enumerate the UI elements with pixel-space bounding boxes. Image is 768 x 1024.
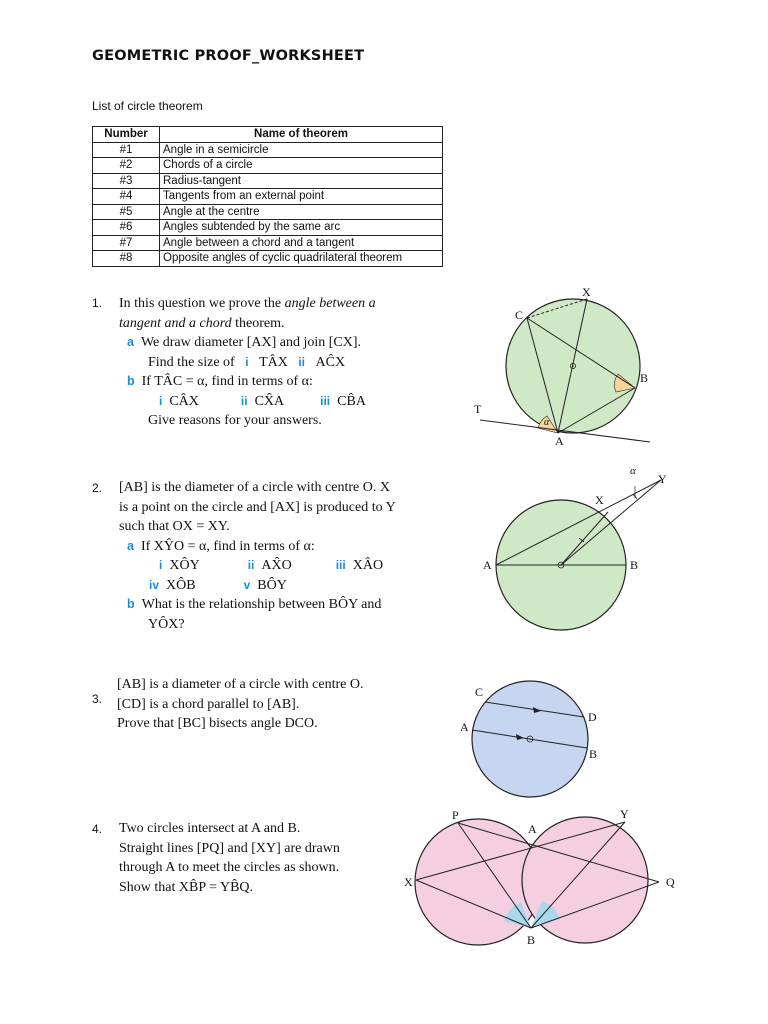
q2-i-label: i xyxy=(159,558,163,572)
table-caption: List of circle theorem xyxy=(92,99,203,113)
q1-reasons: Give reasons for your answers. xyxy=(148,413,322,428)
theorem-name: Angle between a chord and a tangent xyxy=(160,235,443,251)
q2-ii-text: AX̂O xyxy=(261,558,292,573)
q2-label-x: X xyxy=(595,493,604,507)
theorem-number: #3 xyxy=(93,173,160,189)
q1-label-a: A xyxy=(555,434,564,448)
q2-label-y: Y xyxy=(658,472,667,486)
q1-diagram xyxy=(460,282,680,452)
theorem-name: Opposite angles of cyclic quadrilateral theorem xyxy=(160,251,443,267)
table-row xyxy=(93,173,443,189)
theorem-name: Radius-tangent xyxy=(160,173,443,189)
q4-label-a: A xyxy=(528,822,537,836)
q3-line3: Prove that [BC] bisects angle DCO. xyxy=(117,716,318,731)
table-header-row xyxy=(93,127,443,143)
q3-label-d: D xyxy=(588,710,597,724)
q1-part-a-find: Find the size of xyxy=(148,354,235,370)
q2-iv-label: iv xyxy=(149,577,160,592)
q2-centre-dot xyxy=(560,564,562,566)
table-row xyxy=(93,204,443,220)
q2-i-text: XÔY xyxy=(169,558,200,573)
q2-iv-text: XÔB xyxy=(166,577,196,593)
theorem-number: #6 xyxy=(93,220,160,236)
theorem-name: Tangents from an external point xyxy=(160,189,443,205)
q4-label-p: P xyxy=(452,808,459,822)
question-2-text xyxy=(119,478,449,634)
q1-line2-a: tangent and a chord xyxy=(119,315,232,331)
q2-iii-text: XÂO xyxy=(352,558,384,573)
q3-label-a: A xyxy=(460,720,469,734)
q3-line1: [AB] is a diameter of a circle with centre O. xyxy=(117,677,364,692)
q1-b-iii-label: iii xyxy=(320,393,331,408)
q4-label-x: X xyxy=(404,875,413,889)
q1-a-i-label: i xyxy=(245,354,249,369)
theorem-name: Angles subtended by the same arc xyxy=(160,220,443,236)
column-header-number: Number xyxy=(93,127,160,143)
q1-line1-a: In this question we prove the xyxy=(119,296,285,311)
question-4-text xyxy=(119,819,399,897)
q1-line2-b: theorem. xyxy=(231,315,285,331)
q2-part-b-text2: YÔX? xyxy=(148,616,185,632)
q2-part-b-text: What is the relationship between BÔY and xyxy=(141,597,382,612)
q2-iii-label: iii xyxy=(335,558,346,572)
q4-label-b: B xyxy=(527,933,536,947)
table-row xyxy=(93,142,443,158)
theorem-number: #2 xyxy=(93,158,160,174)
q2-ii-label: ii xyxy=(247,558,255,572)
q2-label-b: B xyxy=(630,558,639,572)
question-1-number: 1. xyxy=(92,296,103,310)
q3-centre-dot xyxy=(529,738,531,740)
table-row xyxy=(93,189,443,205)
q1-part-a-text: We draw diameter [AX] and join [CX]. xyxy=(140,335,362,350)
q4-line2: Straight lines [PQ] and [XY] are drawn xyxy=(119,840,340,856)
q1-b-i-text: CÂX xyxy=(169,393,199,409)
q4-line4: Show that XB̂P = YB̂Q. xyxy=(119,879,254,895)
q1-line1-b: angle between a xyxy=(284,296,376,311)
q1-b-iii-text: CB̂A xyxy=(337,393,366,409)
q1-a-ii-label: ii xyxy=(298,354,306,369)
q1-b-ii-label: ii xyxy=(240,393,248,408)
q3-label-c: C xyxy=(475,685,484,699)
theorem-name: Angle in a semicircle xyxy=(160,142,443,158)
q2-label-a: A xyxy=(483,558,492,572)
q4-label-q: Q xyxy=(666,875,675,889)
theorem-name: Angle at the centre xyxy=(160,204,443,220)
theorem-number: #1 xyxy=(93,142,160,158)
q1-a-ii-text: AĈX xyxy=(315,354,346,370)
question-4-number: 4. xyxy=(92,822,103,836)
q2-line3: such that OX = XY. xyxy=(119,519,230,534)
table-row xyxy=(93,220,443,236)
q1-label-c: C xyxy=(515,308,524,322)
q1-part-b-text: If TÂC = α, find in terms of α: xyxy=(141,374,313,389)
q2-v-text: BÔY xyxy=(257,577,287,593)
q2-diagram xyxy=(475,458,690,658)
q1-b-ii-text: CX̂A xyxy=(254,393,285,409)
q1-b-i-label: i xyxy=(159,393,163,408)
q1-centre-dot xyxy=(572,365,574,367)
theorem-table xyxy=(92,126,443,267)
q2-line2: is a point on the circle and [AX] is produced to Y xyxy=(119,499,396,515)
theorem-number: #5 xyxy=(93,204,160,220)
theorem-name: Chords of a circle xyxy=(160,158,443,174)
table-row xyxy=(93,251,443,267)
q2-part-a-text: If XŶO = α, find in terms of α: xyxy=(140,538,315,554)
question-1-text xyxy=(119,294,449,431)
q4-diagram xyxy=(400,805,690,955)
q4-line3: through A to meet the circles as shown. xyxy=(119,860,340,875)
q3-line2: [CD] is a chord parallel to [AB]. xyxy=(117,696,300,712)
column-header-name: Name of theorem xyxy=(160,127,443,143)
question-3-number: 3. xyxy=(92,692,103,706)
q1-label-alpha: α xyxy=(544,417,550,428)
q1-part-b-label: b xyxy=(127,374,135,388)
q2-label-alpha: α xyxy=(630,465,636,477)
q1-label-t: T xyxy=(474,402,482,416)
theorem-number: #7 xyxy=(93,235,160,251)
q4-label-y: Y xyxy=(620,807,629,821)
theorem-number: #8 xyxy=(93,251,160,267)
q2-v-label: v xyxy=(243,577,251,592)
q3-label-b: B xyxy=(589,747,598,761)
q2-part-a-label: a xyxy=(127,538,134,553)
q3-diagram xyxy=(455,672,625,812)
table-row xyxy=(93,235,443,251)
table-row xyxy=(93,158,443,174)
theorem-number: #4 xyxy=(93,189,160,205)
q1-a-i-text: TÂX xyxy=(259,354,288,370)
q4-line1: Two circles intersect at A and B. xyxy=(119,821,301,836)
question-2-number: 2. xyxy=(92,481,103,495)
page-title: GEOMETRIC PROOF_WORKSHEET xyxy=(92,48,365,64)
q2-line1: [AB] is the diameter of a circle with centre O. X xyxy=(119,480,390,495)
question-3-text xyxy=(117,675,437,734)
q1-label-b: B xyxy=(640,371,649,385)
q1-label-x: X xyxy=(582,285,591,299)
q2-part-b-label: b xyxy=(127,597,135,611)
q1-part-a-label: a xyxy=(127,335,134,349)
